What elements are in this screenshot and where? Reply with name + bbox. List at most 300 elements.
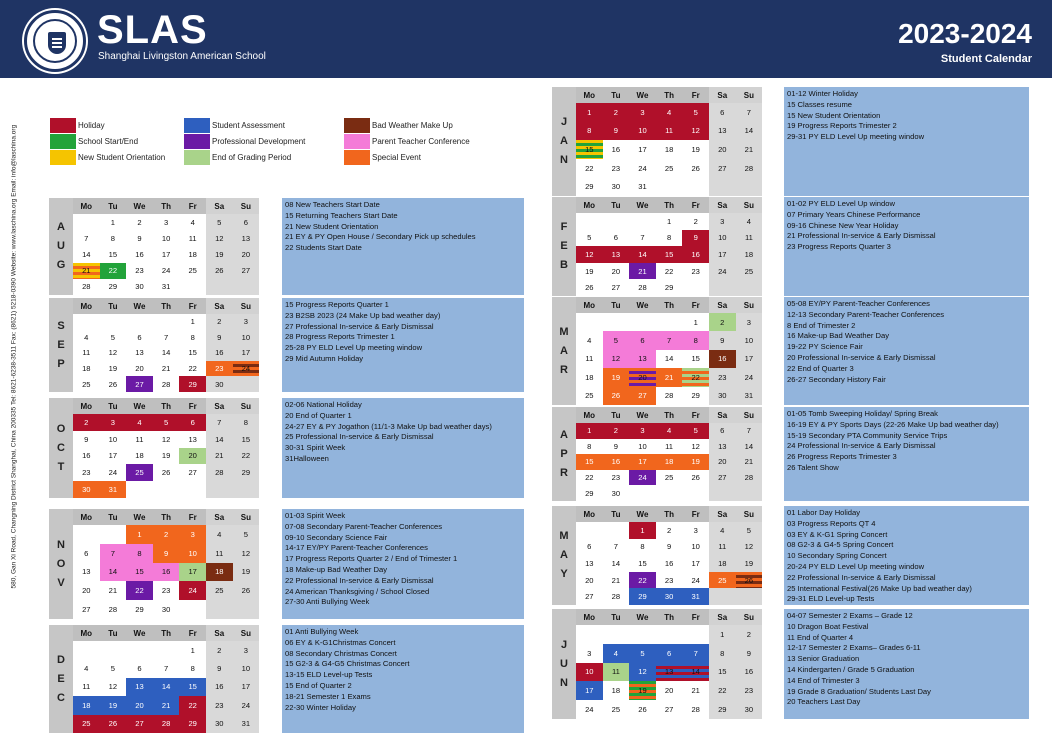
day-cell: 19	[682, 454, 709, 470]
day-cell: 28	[682, 700, 709, 719]
day-cell: 15	[576, 454, 603, 470]
note-line: 24 Professional In-service & Early Dismissal	[787, 441, 936, 451]
month-letter: O	[56, 557, 66, 570]
day-cell: 23	[736, 681, 763, 700]
day-cell: 6	[603, 230, 630, 247]
month-block-jan	[552, 87, 762, 196]
note-line: 18-21 Semester 1 Exams	[285, 691, 371, 701]
day-cell: 12	[603, 350, 630, 368]
day-cell: 20	[656, 681, 683, 700]
weekday-header: Th	[656, 506, 683, 522]
empty-cell	[100, 525, 127, 544]
legend-label: Bad Weather Make Up	[372, 121, 453, 130]
day-cell: 5	[629, 644, 656, 663]
day-cell: 19	[100, 696, 127, 714]
day-cell: 14	[206, 431, 233, 448]
day-cell: 25	[126, 464, 153, 481]
day-cell: 9	[206, 330, 233, 346]
day-cell: 12	[682, 122, 709, 141]
day-cell: 27	[126, 715, 153, 733]
note-line: 25-28 PY ELD Level Up meeting window	[285, 343, 423, 353]
note-line: 22 End of Quarter 3	[787, 363, 854, 373]
day-cell: 9	[206, 659, 233, 677]
day-cell: 23	[126, 263, 153, 279]
day-cell: 24	[629, 470, 656, 486]
day-cell: 27	[73, 600, 100, 619]
month-grid	[73, 398, 259, 498]
day-cell: 26	[100, 715, 127, 733]
day-cell: 16	[682, 246, 709, 263]
day-cell: 10	[629, 439, 656, 455]
day-cell: 23	[73, 464, 100, 481]
day-cell: 12	[206, 230, 233, 246]
legend-swatch	[184, 150, 210, 165]
day-cell: 4	[73, 659, 100, 677]
day-cell: 28	[206, 464, 233, 481]
note-line: 21 EY & PY Open House / Secondary Pick up schedules	[285, 232, 476, 242]
day-cell: 12	[736, 539, 763, 556]
month-letter: A	[560, 135, 568, 147]
day-cell: 6	[709, 103, 736, 122]
note-line: 06 EY & K-G1Christmas Concert	[285, 637, 396, 647]
day-cell: 24	[233, 361, 260, 377]
day-cell: 17	[576, 681, 603, 700]
day-cell: 30	[603, 485, 630, 501]
month-block-jun	[552, 609, 762, 719]
note-line: 03 Progress Reports QT 4	[787, 518, 876, 528]
day-cell: 22	[682, 368, 709, 386]
day-cell: 16	[603, 454, 630, 470]
day-cell: 30	[73, 481, 100, 498]
empty-cell	[126, 481, 153, 498]
day-cell: 15	[629, 555, 656, 572]
day-cell: 29	[682, 387, 709, 405]
day-cell: 7	[736, 423, 763, 439]
month-grid	[73, 625, 259, 733]
day-cell: 30	[126, 279, 153, 295]
month-block-apr	[552, 407, 762, 501]
weekday-header: Th	[656, 297, 683, 313]
day-cell: 27	[629, 387, 656, 405]
weekday-header: Tu	[603, 297, 630, 313]
day-cell: 22	[179, 361, 206, 377]
day-cell: 13	[603, 246, 630, 263]
day-cell: 3	[629, 423, 656, 439]
note-line: 26-27 Secondary History Fair	[787, 374, 886, 384]
empty-cell	[576, 313, 603, 331]
weekday-header: Tu	[603, 609, 630, 625]
note-line: 20-24 PY ELD Level Up meeting window	[787, 561, 925, 571]
day-cell: 25	[179, 263, 206, 279]
day-cell: 24	[736, 368, 763, 386]
day-cell: 12	[233, 544, 260, 563]
empty-cell	[603, 213, 630, 230]
legend-swatch	[184, 134, 210, 149]
day-cell: 11	[206, 544, 233, 563]
day-cell: 14	[736, 439, 763, 455]
weekday-header: Th	[656, 609, 683, 625]
note-line: 8 End of Trimester 2	[787, 320, 856, 330]
day-cell: 13	[576, 555, 603, 572]
day-cell: 11	[656, 439, 683, 455]
note-line: 08 New Teachers Start Date	[285, 200, 380, 209]
day-cell: 6	[709, 423, 736, 439]
day-cell: 24	[153, 263, 180, 279]
weekday-header: Mo	[576, 197, 603, 213]
month-grid	[73, 509, 259, 619]
day-cell: 16	[126, 246, 153, 262]
school-seal-icon	[24, 10, 86, 72]
day-cell: 22	[576, 470, 603, 486]
day-cell: 4	[603, 644, 630, 663]
weekday-header: Tu	[603, 197, 630, 213]
weekday-header: Su	[736, 87, 763, 103]
day-cell: 8	[576, 439, 603, 455]
day-cell: 10	[153, 230, 180, 246]
school-logo-text: SLAS	[97, 8, 208, 52]
note-line: 20 Professional In-service & Early Dismissal	[787, 352, 936, 362]
weekday-header: Su	[736, 609, 763, 625]
day-cell: 3	[629, 103, 656, 122]
weekday-header: Th	[153, 298, 180, 314]
weekday-header: We	[629, 87, 656, 103]
month-letter: J	[560, 116, 568, 128]
note-line: 15-19 Secondary PTA Community Service Trips	[787, 430, 948, 440]
day-cell: 25	[576, 387, 603, 405]
day-cell: 25	[656, 470, 683, 486]
day-cell: 25	[656, 159, 683, 178]
note-line: 15 Progress Reports Quarter 1	[285, 300, 389, 309]
day-cell: 7	[736, 103, 763, 122]
month-letter: P	[560, 447, 568, 460]
month-block-sep	[49, 298, 259, 392]
day-cell: 3	[100, 414, 127, 431]
day-cell: 24	[682, 572, 709, 589]
day-cell: 1	[682, 313, 709, 331]
day-cell: 27	[709, 470, 736, 486]
day-cell: 25	[73, 715, 100, 733]
day-cell: 21	[629, 263, 656, 280]
day-cell: 12	[100, 345, 127, 361]
day-cell: 2	[603, 423, 630, 439]
note-line: 22 Professional In-service & Early Dismissal	[285, 575, 434, 585]
day-cell: 10	[179, 544, 206, 563]
weekday-header: We	[126, 298, 153, 314]
month-label	[552, 197, 576, 296]
day-cell: 1	[656, 213, 683, 230]
empty-cell	[153, 314, 180, 330]
day-cell: 22	[656, 263, 683, 280]
day-cell: 17	[682, 555, 709, 572]
day-cell: 10	[736, 331, 763, 349]
empty-cell	[736, 177, 763, 196]
month-notes-jun	[784, 609, 1029, 719]
weekday-header: Th	[153, 509, 180, 525]
day-cell: 12	[153, 431, 180, 448]
day-cell: 6	[233, 214, 260, 230]
day-cell: 2	[603, 103, 630, 122]
day-cell: 23	[709, 368, 736, 386]
day-cell: 18	[179, 246, 206, 262]
day-cell: 24	[629, 159, 656, 178]
day-cell: 15	[100, 246, 127, 262]
legend-label: Holiday	[78, 121, 105, 130]
day-cell: 7	[153, 659, 180, 677]
month-block-oct	[49, 398, 259, 498]
note-line: 01-05 Tomb Sweeping Holiday/ Spring Break	[787, 409, 938, 418]
empty-cell	[629, 313, 656, 331]
day-cell: 2	[153, 525, 180, 544]
month-label	[49, 398, 73, 498]
day-cell: 25	[73, 376, 100, 392]
legend-label: End of Grading Period	[212, 153, 292, 162]
day-cell: 17	[153, 246, 180, 262]
empty-cell	[126, 314, 153, 330]
legend-item	[184, 134, 305, 149]
day-cell: 15	[576, 140, 603, 159]
day-cell: 13	[709, 122, 736, 141]
note-line: 19 Progress Reports Trimester 2	[787, 121, 897, 131]
month-letter: R	[560, 363, 568, 376]
day-cell: 8	[179, 659, 206, 677]
day-cell: 31	[629, 177, 656, 196]
day-cell: 31	[233, 715, 260, 733]
day-cell: 12	[682, 439, 709, 455]
day-cell: 27	[126, 376, 153, 392]
month-block-feb	[552, 197, 762, 296]
day-cell: 17	[233, 345, 260, 361]
weekday-header: Th	[153, 198, 180, 214]
day-cell: 21	[603, 572, 630, 589]
day-cell: 14	[629, 246, 656, 263]
empty-cell	[576, 522, 603, 539]
weekday-header: Tu	[603, 506, 630, 522]
legend-swatch	[344, 118, 370, 133]
month-label	[552, 407, 576, 501]
month-notes-apr	[784, 407, 1029, 501]
legend-swatch	[50, 150, 76, 165]
note-line: 04-07 Semester 2 Exams – Grade 12	[787, 611, 913, 620]
day-cell: 13	[73, 563, 100, 582]
day-cell: 29	[233, 464, 260, 481]
month-notes-jan	[784, 87, 1029, 196]
weekday-header: Mo	[576, 407, 603, 423]
empty-cell	[126, 641, 153, 659]
note-line: 22 Professional In-service & Early Dismissal	[787, 572, 936, 582]
weekday-header: Sa	[206, 198, 233, 214]
weekday-header: Su	[233, 198, 260, 214]
day-cell: 26	[233, 581, 260, 600]
day-cell: 3	[179, 525, 206, 544]
day-cell: 11	[73, 678, 100, 696]
day-cell: 11	[179, 230, 206, 246]
empty-cell	[73, 214, 100, 230]
day-cell: 3	[576, 644, 603, 663]
legend-item	[184, 118, 285, 133]
day-cell: 23	[682, 263, 709, 280]
note-line: 07-08 Secondary Parent-Teacher Conferences	[285, 521, 443, 531]
month-letter: E	[560, 240, 568, 252]
month-grid	[576, 609, 762, 719]
empty-cell	[179, 600, 206, 619]
month-letter: E	[57, 338, 65, 351]
empty-cell	[100, 314, 127, 330]
weekday-header: Su	[233, 509, 260, 525]
day-cell: 4	[576, 331, 603, 349]
day-cell: 17	[629, 454, 656, 470]
day-cell: 1	[709, 625, 736, 644]
day-cell: 1	[126, 525, 153, 544]
empty-cell	[603, 522, 630, 539]
day-cell: 31	[736, 387, 763, 405]
weekday-header: Mo	[576, 506, 603, 522]
weekday-header: Fr	[682, 609, 709, 625]
day-cell: 10	[233, 659, 260, 677]
day-cell: 25	[736, 263, 763, 280]
day-cell: 6	[179, 414, 206, 431]
day-cell: 8	[682, 331, 709, 349]
day-cell: 21	[153, 696, 180, 714]
day-cell: 23	[206, 361, 233, 377]
weekday-header: Su	[736, 197, 763, 213]
legend-item	[344, 150, 421, 165]
day-cell: 15	[682, 350, 709, 368]
day-cell: 29	[126, 600, 153, 619]
day-cell: 2	[126, 214, 153, 230]
note-line: 25 Professional In-service & Early Dismissal	[285, 432, 434, 442]
note-line: 29-31 PY ELD Level Up meeting window	[787, 132, 925, 142]
day-cell: 18	[656, 140, 683, 159]
note-line: 14 End of Trimester 3	[787, 675, 860, 685]
weekday-header: Mo	[73, 198, 100, 214]
note-line: 08 Secondary Christmas Concert	[285, 648, 397, 658]
day-cell: 24	[100, 464, 127, 481]
day-cell: 21	[73, 263, 100, 279]
empty-cell	[656, 625, 683, 644]
month-letter: R	[560, 466, 568, 479]
month-label	[552, 609, 576, 719]
month-letter: M	[559, 325, 569, 338]
month-grid	[73, 298, 259, 392]
day-cell: 6	[126, 330, 153, 346]
empty-cell	[233, 600, 260, 619]
legend-label: New Student Orientation	[78, 153, 166, 162]
day-cell: 5	[682, 103, 709, 122]
day-cell: 19	[233, 563, 260, 582]
day-cell: 13	[179, 431, 206, 448]
month-letter: T	[57, 460, 65, 473]
day-cell: 20	[709, 140, 736, 159]
note-line: 18 Make-up Bad Weather Day	[285, 564, 388, 574]
month-grid	[576, 87, 762, 196]
day-cell: 14	[153, 345, 180, 361]
day-cell: 8	[100, 230, 127, 246]
day-cell: 4	[656, 103, 683, 122]
day-cell: 2	[682, 213, 709, 230]
weekday-header: Th	[153, 398, 180, 414]
month-letter: U	[57, 240, 65, 252]
day-cell: 28	[153, 376, 180, 392]
day-cell: 12	[629, 663, 656, 682]
day-cell: 14	[682, 663, 709, 682]
month-block-mar	[552, 297, 762, 405]
day-cell: 28	[153, 715, 180, 733]
month-letter: N	[57, 538, 65, 551]
note-line: 29-31 ELD Level-up Tests	[787, 594, 875, 604]
day-cell: 21	[656, 368, 683, 386]
weekday-header: Fr	[179, 625, 206, 641]
day-cell: 21	[682, 681, 709, 700]
month-label	[552, 297, 576, 405]
note-line: 13-15 ELD Level-up Tests	[285, 670, 373, 680]
day-cell: 28	[736, 470, 763, 486]
day-cell: 15	[233, 431, 260, 448]
day-cell: 16	[709, 350, 736, 368]
day-cell: 29	[709, 700, 736, 719]
day-cell: 25	[206, 581, 233, 600]
day-cell: 11	[656, 122, 683, 141]
day-cell: 19	[736, 555, 763, 572]
day-cell: 8	[709, 644, 736, 663]
day-cell: 22	[179, 696, 206, 714]
note-line: 22 Students Start Date	[285, 243, 362, 253]
note-line: 21 New Student Orientation	[285, 221, 379, 231]
weekday-header: Mo	[576, 87, 603, 103]
calendar-year: 2023-2024	[898, 18, 1032, 49]
day-cell: 13	[233, 230, 260, 246]
day-cell: 21	[206, 448, 233, 465]
note-line: 01-12 Winter Holiday	[787, 89, 858, 98]
day-cell: 24	[576, 700, 603, 719]
weekday-header: Fr	[179, 509, 206, 525]
weekday-header: Tu	[603, 87, 630, 103]
legend-item	[344, 134, 470, 149]
day-cell: 9	[603, 439, 630, 455]
day-cell: 27	[656, 700, 683, 719]
day-cell: 30	[153, 600, 180, 619]
note-line: 14 Kindergarten / Grade 5 Graduation	[787, 664, 915, 674]
weekday-header: We	[629, 506, 656, 522]
empty-cell	[100, 641, 127, 659]
note-line: 27-30 Anti Bullying Week	[285, 597, 370, 607]
calendar-subtitle: Student Calendar	[940, 53, 1032, 65]
day-cell: 11	[126, 431, 153, 448]
day-cell: 8	[629, 539, 656, 556]
empty-cell	[576, 213, 603, 230]
note-line: 08 G2-3 & G4-5 Spring Concert	[787, 540, 894, 550]
day-cell: 31	[682, 588, 709, 605]
day-cell: 2	[206, 641, 233, 659]
note-line: 15 G2-3 & G4-G5 Christmas Concert	[285, 659, 410, 669]
day-cell: 11	[736, 230, 763, 247]
day-cell: 21	[100, 581, 127, 600]
day-cell: 7	[603, 539, 630, 556]
empty-cell	[682, 177, 709, 196]
weekday-header: Su	[233, 398, 260, 414]
day-cell: 1	[100, 214, 127, 230]
legend-item	[344, 118, 453, 133]
weekday-header: Tu	[100, 198, 127, 214]
day-cell: 17	[179, 563, 206, 582]
month-letter: C	[57, 441, 65, 454]
day-cell: 13	[656, 663, 683, 682]
day-cell: 3	[233, 314, 260, 330]
day-cell: 7	[153, 330, 180, 346]
day-cell: 30	[206, 376, 233, 392]
day-cell: 10	[709, 230, 736, 247]
day-cell: 6	[656, 644, 683, 663]
month-grid	[576, 297, 762, 405]
